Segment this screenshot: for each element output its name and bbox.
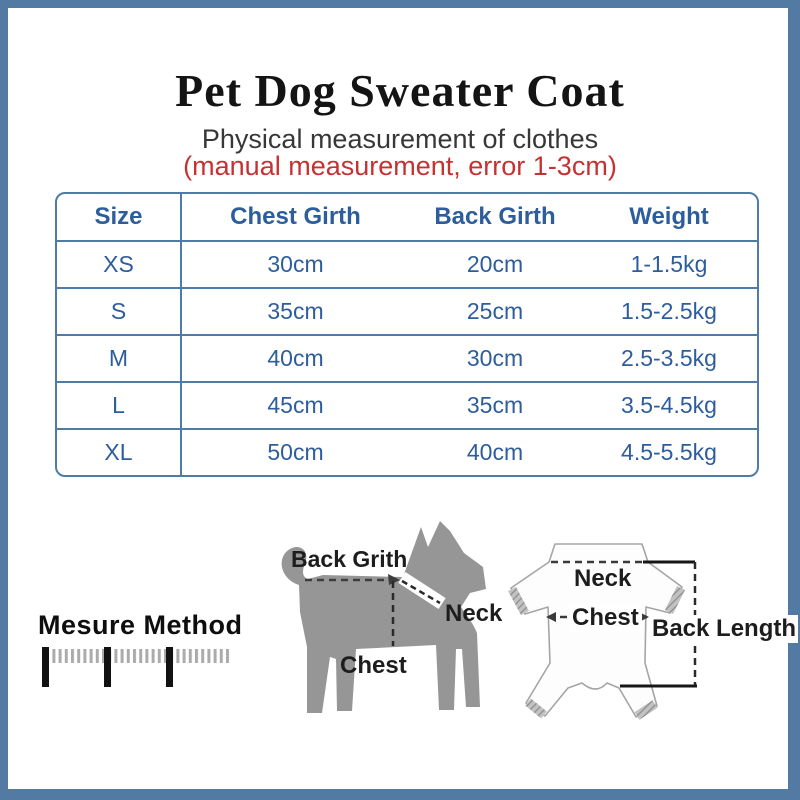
table-cell: 45cm — [181, 382, 409, 429]
table-row-xl — [57, 429, 757, 475]
page-subtitle: Physical measurement of clothes — [201, 124, 599, 154]
table-cell: 35cm — [181, 288, 409, 335]
frame-border-bottom — [0, 789, 800, 800]
table-cell: XL — [57, 429, 181, 475]
table-cell: 30cm — [409, 335, 581, 382]
table-cell: 40cm — [181, 335, 409, 382]
ruler-icon — [40, 646, 232, 690]
column-header-back-girth: Back Girth — [409, 194, 581, 241]
column-header-weight: Weight — [581, 194, 757, 241]
page-title: Pet Dog Sweater Coat — [175, 65, 625, 116]
table-cell: 20cm — [409, 241, 581, 288]
table-cell: 1-1.5kg — [581, 241, 757, 288]
table-cell: 2.5-3.5kg — [581, 335, 757, 382]
table-header-row — [57, 194, 757, 241]
table-row-xs — [57, 241, 757, 288]
frame-border-right — [788, 0, 800, 800]
garment-back-length-label: Back Length — [652, 615, 797, 642]
table-cell: 30cm — [181, 241, 409, 288]
table-cell: 3.5-4.5kg — [581, 382, 757, 429]
garment-chest-label: Chest — [569, 604, 642, 632]
dog-neck-label: Neck — [445, 600, 503, 627]
measurement-error-note: (manual measurement, error 1-3cm) — [183, 151, 617, 181]
table-row-s — [57, 288, 757, 335]
dog-back-girth-label: Back Grith — [291, 546, 408, 572]
column-header-size: Size — [57, 194, 181, 241]
frame-border-top — [0, 0, 800, 8]
size-chart-table — [57, 194, 757, 475]
measure-method-heading: Mesure Method — [38, 610, 243, 640]
table-cell: XS — [57, 241, 181, 288]
table-cell: 50cm — [181, 429, 409, 475]
table-row-l — [57, 382, 757, 429]
table-cell: 40cm — [409, 429, 581, 475]
column-header-chest-girth: Chest Girth — [181, 194, 409, 241]
table-cell: M — [57, 335, 181, 382]
table-cell: 25cm — [409, 288, 581, 335]
table-cell: S — [57, 288, 181, 335]
size-chart-table-container — [55, 192, 759, 477]
table-row-m — [57, 335, 757, 382]
table-cell: 1.5-2.5kg — [581, 288, 757, 335]
dog-chest-label: Chest — [340, 652, 407, 679]
garment-neck-label: Neck — [574, 565, 632, 592]
table-cell: 4.5-5.5kg — [581, 429, 757, 475]
table-cell: L — [57, 382, 181, 429]
table-cell: 35cm — [409, 382, 581, 429]
frame-border-left — [0, 0, 8, 800]
